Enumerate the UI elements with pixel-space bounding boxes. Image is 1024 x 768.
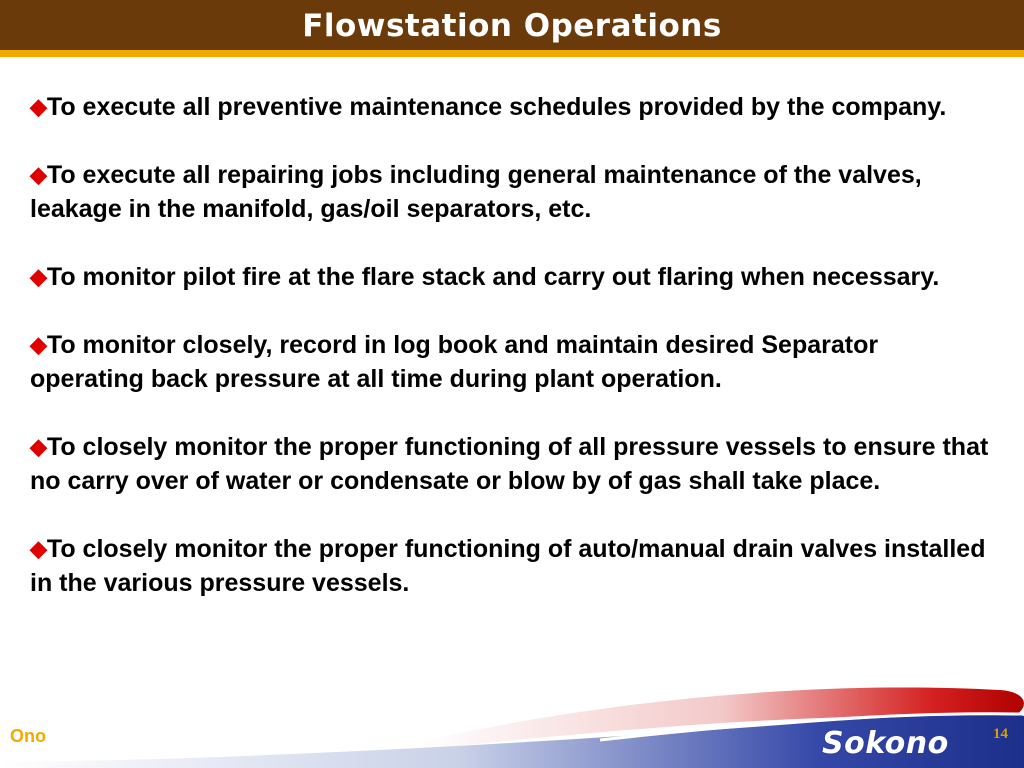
diamond-bullet-icon: ◆ (30, 434, 47, 459)
bullet-item (30, 532, 990, 600)
bullet-item (30, 158, 990, 226)
bullet-list (30, 90, 990, 634)
bullet-item (30, 328, 990, 396)
title-underline (0, 50, 1024, 57)
page-number: 14 (993, 726, 1008, 742)
bullet-text: To monitor closely, record in log book and maintain desired Separator operating back pressure at all time during plant operation. (30, 331, 879, 393)
bullet-item (30, 430, 990, 498)
diamond-bullet-icon: ◆ (30, 94, 47, 119)
footer-presenter-name: Ono (10, 726, 46, 746)
bullet-item (30, 260, 990, 294)
bullet-text: To execute all repairing jobs including general maintenance of the valves, leakage in the manifold, gas/oil separators, etc. (30, 161, 922, 223)
diamond-bullet-icon: ◆ (30, 162, 47, 187)
bullet-text: To closely monitor the proper functioning of all pressure vessels to ensure that no carry over of water or condensate or blow by of gas shall take place. (30, 433, 989, 495)
diamond-bullet-icon: ◆ (30, 264, 47, 289)
title-bar (0, 0, 1024, 50)
bullet-text: To monitor pilot fire at the flare stack and carry out flaring when necessary. (46, 263, 940, 291)
bullet-item (30, 90, 990, 124)
sokono-logo: Sokono (822, 726, 949, 761)
bullet-text: To execute all preventive maintenance schedules provided by the company. (46, 93, 947, 121)
slide-title: Flowstation Operations (302, 8, 722, 44)
bullet-text: To closely monitor the proper functioning of auto/manual drain valves installed in the various pressure vessels. (30, 535, 986, 597)
diamond-bullet-icon: ◆ (30, 536, 47, 561)
diamond-bullet-icon: ◆ (30, 332, 47, 357)
